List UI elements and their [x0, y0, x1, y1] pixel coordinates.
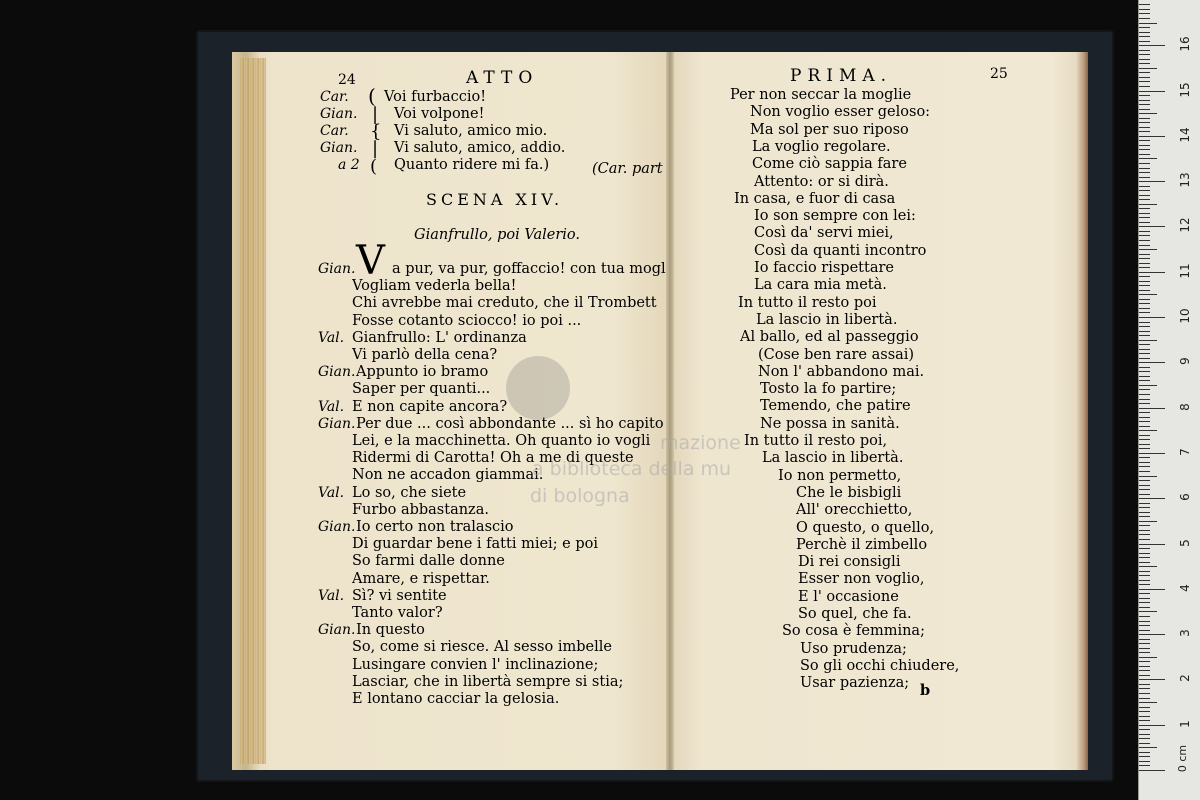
- ruler-tick: [1139, 756, 1150, 757]
- ruler-tick: [1139, 308, 1150, 309]
- ruler-tick: [1139, 562, 1150, 563]
- ruler-tick: [1139, 204, 1157, 205]
- ruler-tick: [1139, 421, 1150, 422]
- ruler-tick: [1139, 607, 1150, 608]
- verse-line: Temendo, che patire: [760, 398, 911, 415]
- ruler-tick: [1139, 371, 1150, 372]
- ruler-tick: [1139, 113, 1157, 114]
- ruler-tick: [1139, 249, 1157, 250]
- ruler-tick: [1139, 716, 1150, 717]
- ruler-tick: [1139, 507, 1150, 508]
- ruler-tick: [1139, 358, 1150, 359]
- ruler-tick: [1139, 616, 1150, 617]
- ruler-tick: [1139, 399, 1150, 400]
- ruler-tick: [1139, 136, 1165, 137]
- ruler-tick: [1139, 598, 1150, 599]
- ruler-tick: [1139, 86, 1150, 87]
- ruler-tick: [1139, 516, 1150, 517]
- ruler-tick: [1139, 9, 1150, 10]
- ruler-tick: [1139, 621, 1150, 622]
- ruler-tick: [1139, 752, 1150, 753]
- verse-line: Io non permetto,: [778, 467, 902, 484]
- verse-line: Non voglio esser geloso:: [750, 104, 931, 121]
- dialogue-line: Sì? vi sentite: [352, 587, 447, 604]
- dialogue-line: Appunto io bramo: [356, 364, 489, 381]
- verse-line: In tutto il resto poi: [738, 294, 877, 311]
- verse-line: So quel, che fa.: [798, 606, 912, 622]
- verse-line: In tutto il resto poi,: [744, 433, 888, 449]
- verse-line: Ne possa in sanità.: [760, 415, 900, 432]
- speaker-label: Val.: [318, 587, 345, 604]
- verse-line: O questo, o quello,: [796, 519, 935, 536]
- ruler-tick: [1139, 494, 1150, 495]
- verse-line: All' orecchietto,: [796, 502, 913, 519]
- ruler-tick: [1139, 303, 1150, 304]
- dialogue-line: E non capite ancora?: [352, 398, 508, 415]
- ruler-tick: [1139, 648, 1150, 649]
- ruler-tick: [1139, 340, 1157, 341]
- verse-line: Per non seccar la moglie: [730, 87, 912, 103]
- dialogue-line: Amare, e rispettar.: [352, 570, 490, 587]
- ruler-tick: [1139, 213, 1150, 214]
- ruler-tick: [1139, 199, 1150, 200]
- ruler-tick: [1139, 439, 1150, 440]
- dialogue-line: Vi parlò della cena?: [352, 347, 498, 363]
- page-edge-strip: [240, 58, 266, 764]
- ruler-tick: [1139, 534, 1150, 535]
- ruler-tick: [1139, 761, 1150, 762]
- ruler-tick: [1139, 68, 1157, 69]
- ruler-tick: [1139, 122, 1150, 123]
- ruler-tick: [1139, 154, 1150, 155]
- verse-line: E l' occasione: [798, 588, 899, 605]
- ruler-tick: [1139, 625, 1150, 626]
- ruler-tick: [1139, 290, 1150, 291]
- dialogue-line: Di guardar bene i fatti miei; e poi: [352, 536, 599, 553]
- ruler-tick: [1139, 367, 1150, 368]
- duet-line: Voi furbaccio!: [384, 89, 487, 105]
- duet-speaker: Car.: [320, 89, 349, 105]
- verse-line: Io faccio rispettare: [754, 260, 894, 276]
- ruler-tick: [1139, 45, 1165, 46]
- ruler-tick: [1139, 168, 1150, 169]
- ruler-tick: [1139, 417, 1150, 418]
- brace-mid2: |: [372, 138, 379, 159]
- duet-stage-direction: (Car. part: [592, 161, 663, 177]
- ruler-tick: [1139, 258, 1150, 259]
- ruler-tick: [1139, 32, 1150, 33]
- ruler-tick: [1139, 72, 1150, 73]
- ruler-tick: [1139, 684, 1150, 685]
- verse-line: Ma sol per suo riposo: [750, 121, 909, 138]
- ruler-tick: [1139, 312, 1150, 313]
- ruler-tick: [1139, 41, 1150, 42]
- ruler-tick: [1139, 109, 1150, 110]
- duet-speaker: Car.: [320, 123, 349, 139]
- ruler-tick: [1139, 743, 1150, 744]
- ruler-tick: [1139, 453, 1165, 454]
- verse-line: La lascio in libertà.: [762, 450, 904, 467]
- ruler-tick: [1139, 91, 1165, 92]
- brace-mid: {: [370, 121, 382, 142]
- dialogue-line: Gianfrullo: L' ordinanza: [352, 329, 527, 346]
- dialogue-line: In questo: [356, 622, 425, 639]
- duet-speaker: Gian.: [320, 106, 358, 122]
- brace-mid1: |: [372, 104, 379, 125]
- right-page-number: 25: [990, 66, 1008, 82]
- verse-line: La voglio regolare.: [752, 138, 891, 155]
- ruler-tick: [1139, 344, 1150, 345]
- verse-line: Uso prudenza;: [800, 640, 907, 657]
- ruler-tick: [1139, 145, 1150, 146]
- dialogue-line: Furbo abbastanza.: [352, 501, 489, 518]
- ruler-tick: [1139, 13, 1150, 14]
- brace-bottom: (: [370, 156, 378, 177]
- ruler-tick: [1139, 657, 1157, 658]
- ruler-tick: [1139, 725, 1165, 726]
- ruler-tick: [1139, 54, 1150, 55]
- dialogue-line: Lei, e la macchinetta. Oh quanto io vogli: [352, 433, 651, 449]
- ruler-tick: [1139, 530, 1150, 531]
- ruler-tick: [1139, 217, 1150, 218]
- ruler-number: 11: [1178, 263, 1192, 279]
- duet-speaker: a 2: [338, 157, 360, 173]
- ruler-number: 13: [1178, 172, 1192, 188]
- ruler-tick: [1139, 77, 1150, 78]
- ruler-tick: [1139, 158, 1157, 159]
- ruler-tick: [1139, 385, 1157, 386]
- ruler-tick: [1139, 661, 1150, 662]
- ruler-number: 3: [1178, 629, 1192, 637]
- duet-line: Vi saluto, amico mio.: [394, 123, 548, 139]
- ruler-tick: [1139, 240, 1150, 241]
- ruler-tick: [1139, 149, 1150, 150]
- ruler-tick: [1139, 294, 1157, 295]
- dialogue-line: Chi avrebbe mai creduto, che il Trombett: [352, 295, 657, 312]
- verse-line: Che le bisbigli: [796, 484, 902, 501]
- dialogue-line: Fosse cotanto sciocco! io poi ...: [352, 312, 582, 329]
- ruler-tick: [1139, 127, 1150, 128]
- ruler-number: 2: [1178, 674, 1192, 683]
- ruler-tick: [1139, 630, 1150, 631]
- ruler-tick: [1139, 95, 1150, 96]
- ruler-tick: [1139, 326, 1150, 327]
- ruler-tick: [1139, 4, 1150, 5]
- verse-line: Al ballo, ed al passeggio: [740, 329, 919, 346]
- ruler-tick: [1139, 765, 1150, 766]
- ruler-tick: [1139, 172, 1150, 173]
- ruler-tick: [1139, 688, 1150, 689]
- ruler-tick: [1139, 521, 1157, 522]
- ruler-tick: [1139, 267, 1150, 268]
- ruler-tick: [1139, 263, 1150, 264]
- ruler-tick: [1139, 435, 1150, 436]
- ruler-tick: [1139, 380, 1150, 381]
- ruler-tick: [1139, 544, 1165, 545]
- ruler-tick: [1139, 186, 1150, 187]
- ruler-tick: [1139, 652, 1150, 653]
- ruler-tick: [1139, 285, 1150, 286]
- speaker-label: Gian.: [318, 261, 356, 277]
- ruler-tick: [1139, 539, 1150, 540]
- dialogue-line: Tanto valor?: [352, 605, 443, 621]
- ruler-tick: [1139, 489, 1150, 490]
- ruler-number: 4: [1178, 583, 1192, 592]
- ruler-number: 16: [1178, 36, 1192, 52]
- verse-line: Di rei consigli: [798, 554, 901, 571]
- watermark-line-1: mazione: [660, 432, 741, 454]
- ruler-tick: [1139, 471, 1150, 472]
- ruler-tick: [1139, 331, 1150, 332]
- ruler-tick: [1139, 571, 1150, 572]
- ruler-tick: [1139, 770, 1165, 771]
- ruler-tick: [1139, 281, 1150, 282]
- ruler-tick: [1139, 403, 1150, 404]
- brace-top: (: [368, 84, 376, 108]
- book-gutter: [666, 52, 674, 770]
- duet-speaker: Gian.: [320, 140, 358, 156]
- dialogue-line: Vogliam vederla bella!: [352, 278, 517, 295]
- ruler-tick: [1139, 679, 1165, 680]
- verse-line: Come ciò sappia fare: [752, 156, 907, 173]
- verse-line: Perchè il zimbello: [796, 536, 928, 553]
- ruler-number: 5: [1178, 538, 1192, 547]
- dialogue-line: Lo so, che siete: [352, 484, 467, 501]
- ruler-tick: [1139, 611, 1157, 612]
- ruler-tick: [1139, 580, 1150, 581]
- ruler-tick: [1139, 100, 1150, 101]
- ruler-tick: [1139, 394, 1150, 395]
- dialogue-line: a pur, va pur, goffaccio! con tua mogl: [392, 261, 666, 277]
- ruler-tick: [1139, 18, 1150, 19]
- ruler-number: 6: [1178, 493, 1192, 502]
- ruler-tick: [1139, 634, 1165, 635]
- ruler-tick: [1139, 231, 1150, 232]
- ruler-tick: [1139, 335, 1150, 336]
- ruler-tick: [1139, 177, 1150, 178]
- ruler-tick: [1139, 466, 1150, 467]
- ruler-tick: [1139, 408, 1165, 409]
- ruler-tick: [1139, 589, 1165, 590]
- ruler-tick: [1139, 195, 1150, 196]
- ruler-number: 8: [1178, 402, 1192, 411]
- ruler-tick: [1139, 104, 1150, 105]
- speaker-label: Val.: [318, 484, 345, 501]
- ruler-tick: [1139, 389, 1150, 390]
- speaker-label: Gian.: [318, 415, 356, 432]
- ruler-tick: [1139, 670, 1150, 671]
- speaker-label: Val.: [318, 398, 345, 415]
- ruler-tick: [1139, 702, 1157, 703]
- ruler-tick: [1139, 317, 1165, 318]
- library-logo-watermark: [506, 356, 570, 420]
- duet-line: Voi volpone!: [394, 106, 485, 122]
- dialogue-line: So, come si riesce. Al sesso imbelle: [352, 639, 612, 656]
- scene-title: SCENA XIV.: [426, 190, 564, 209]
- ruler-tick: [1139, 23, 1157, 24]
- ruler-tick: [1139, 729, 1150, 730]
- right-running-head: PRIMA.: [790, 66, 893, 86]
- verse-line: Io son sempre con lei:: [754, 208, 916, 225]
- ruler-tick: [1139, 734, 1150, 735]
- ruler-tick: [1139, 299, 1150, 300]
- ruler-tick: [1139, 190, 1150, 191]
- ruler-unit-label: 0 cm: [1176, 744, 1190, 773]
- verse-line: La cara mia metà.: [754, 277, 887, 294]
- verse-line: Usar pazienza;: [800, 675, 910, 692]
- ruler-tick: [1139, 444, 1150, 445]
- ruler-tick: [1139, 698, 1150, 699]
- ruler-tick: [1139, 476, 1157, 477]
- ruler-tick: [1139, 602, 1150, 603]
- ruler-tick: [1139, 720, 1150, 721]
- ruler-tick: [1139, 738, 1150, 739]
- ruler-tick: [1139, 163, 1150, 164]
- ruler-tick: [1139, 226, 1165, 227]
- ruler-tick: [1139, 584, 1150, 585]
- speaker-label: Gian.: [318, 622, 356, 639]
- ruler-tick: [1139, 222, 1150, 223]
- ruler-tick: [1139, 412, 1150, 413]
- dialogue-line: E lontano cacciar la gelosia.: [352, 691, 560, 707]
- verse-line: Esser non voglio,: [798, 571, 925, 588]
- verse-line: Attento: or si dirà.: [754, 173, 889, 190]
- verse-line: La lascio in libertà.: [756, 311, 898, 328]
- verse-line: Così da quanti incontro: [754, 242, 927, 259]
- speaker-label: Gian.: [318, 364, 356, 381]
- ruler-tick: [1139, 276, 1150, 277]
- left-running-head: ATTO: [466, 68, 539, 88]
- ruler-tick: [1139, 430, 1157, 431]
- ruler-tick: [1139, 711, 1150, 712]
- ruler-number: 9: [1178, 357, 1192, 366]
- ruler-tick: [1139, 235, 1150, 236]
- ruler-tick: [1139, 675, 1150, 676]
- ruler-tick: [1139, 362, 1165, 363]
- ruler-tick: [1139, 548, 1150, 549]
- ruler-tick: [1139, 140, 1150, 141]
- ruler-tick: [1139, 272, 1165, 273]
- ruler-tick: [1139, 426, 1150, 427]
- ruler-number: 14: [1178, 127, 1192, 143]
- speaker-label: Val.: [318, 329, 345, 346]
- left-page-number: 24: [338, 72, 356, 88]
- ruler-tick: [1139, 553, 1150, 554]
- ruler-tick: [1139, 208, 1150, 209]
- ruler-number: 1: [1178, 719, 1192, 728]
- dialogue-line: Lusingare convien l' inclinazione;: [352, 656, 599, 673]
- measurement-ruler: [1138, 0, 1200, 800]
- ruler-tick: [1139, 666, 1150, 667]
- ruler-tick: [1139, 575, 1150, 576]
- ruler-tick: [1139, 353, 1150, 354]
- verse-line: In casa, e fuor di casa: [734, 190, 896, 207]
- ruler-tick: [1139, 485, 1150, 486]
- ruler-number: 7: [1178, 448, 1192, 456]
- dialogue-line: Ridermi di Carotta! Oh a me di queste: [352, 450, 634, 467]
- ruler-tick: [1139, 593, 1150, 594]
- verse-line: So cosa è femmina;: [782, 623, 925, 640]
- ruler-tick: [1139, 462, 1150, 463]
- dialogue-line: Lasciar, che in libertà sempre si stia;: [352, 673, 624, 690]
- ruler-tick: [1139, 81, 1150, 82]
- ruler-tick: [1139, 512, 1150, 513]
- ruler-tick: [1139, 36, 1150, 37]
- ruler-number: 15: [1178, 81, 1192, 98]
- duet-line: Quanto ridere mi fa.): [394, 157, 550, 173]
- ruler-number: 10: [1178, 308, 1192, 324]
- dialogue-line: Io certo non tralascio: [356, 519, 514, 535]
- verse-line: Tosto la fo partire;: [760, 381, 897, 398]
- ruler-tick: [1139, 448, 1150, 449]
- ruler-tick: [1139, 693, 1150, 694]
- dialogue-line: Saper per quanti...: [352, 381, 491, 398]
- ruler-tick: [1139, 480, 1150, 481]
- dialogue-line: So farmi dalle donne: [352, 553, 505, 570]
- ruler-tick: [1139, 50, 1150, 51]
- watermark-line-2: a biblioteca della mu: [532, 458, 732, 480]
- ruler-tick: [1139, 707, 1150, 708]
- duet-line: Vi saluto, amico, addio.: [394, 140, 566, 156]
- ruler-tick: [1139, 376, 1150, 377]
- speaker-label: Gian.: [318, 519, 356, 535]
- scene-characters: Gianfrullo, poi Valerio.: [414, 227, 580, 243]
- ruler-tick: [1139, 557, 1150, 558]
- ruler-tick: [1139, 131, 1150, 132]
- ruler-tick: [1139, 747, 1157, 748]
- ruler-tick: [1139, 254, 1150, 255]
- ruler-tick: [1139, 498, 1165, 499]
- ruler-tick: [1139, 322, 1150, 323]
- ruler-tick: [1139, 181, 1165, 182]
- ruler-tick: [1139, 639, 1150, 640]
- dialogue-line: Non ne accadon giammai.: [352, 467, 544, 484]
- verse-line: Così da' servi miei,: [754, 225, 894, 242]
- catchword: b: [920, 682, 931, 699]
- ruler-tick: [1139, 63, 1150, 64]
- ruler-tick: [1139, 457, 1150, 458]
- ruler-tick: [1139, 643, 1150, 644]
- ruler-tick: [1139, 349, 1150, 350]
- ruler-tick: [1139, 245, 1150, 246]
- ruler-number: 12: [1178, 217, 1192, 234]
- drop-cap: V: [356, 238, 385, 284]
- ruler-tick: [1139, 59, 1150, 60]
- ruler-tick: [1139, 525, 1150, 526]
- ruler-tick: [1139, 118, 1150, 119]
- verse-line: (Cose ben rare assai): [758, 346, 915, 363]
- dialogue-line: Per due ... così abbondante ... sì ho capito: [356, 415, 664, 432]
- watermark-line-3: di bologna: [530, 485, 630, 507]
- verse-line: Non l' abbandono mai.: [758, 363, 925, 380]
- verse-line: So gli occhi chiudere,: [800, 657, 960, 674]
- ruler-tick: [1139, 27, 1150, 28]
- ruler-tick: [1139, 566, 1157, 567]
- ruler-tick: [1139, 503, 1150, 504]
